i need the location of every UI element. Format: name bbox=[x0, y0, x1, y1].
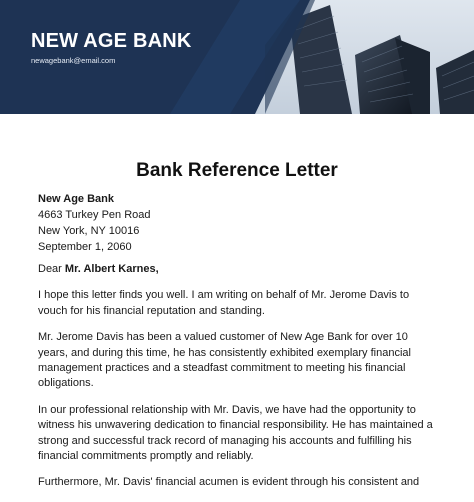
salutation bbox=[38, 262, 438, 277]
letter-date: September 1, 2060 bbox=[38, 241, 132, 253]
paragraph: In our professional relationship with Mr. Davis, we have had the opportunity to witness his unwavering dedication to financial responsibility. He has maintained a strong and successful track record of managing his accounts and fulfilling his financial commitments promptly and reliably. bbox=[38, 403, 433, 463]
paragraph: Mr. Jerome Davis has been a valued customer of New Age Bank for over 10 years, and during this time, he has consistently exhibited exemplary financial management practices and a steadfast commitment to meeting his financial obligations. bbox=[38, 331, 411, 390]
letterhead-banner bbox=[0, 0, 474, 114]
sender-city: New York, NY 10016 bbox=[38, 225, 140, 237]
sender-street: 4663 Turkey Pen Road bbox=[38, 209, 151, 221]
sender-name: New Age Bank bbox=[38, 193, 115, 205]
letter-body bbox=[38, 262, 438, 502]
bank-name: NEW AGE BANK bbox=[31, 30, 192, 52]
letter-title: Bank Reference Letter bbox=[136, 160, 338, 181]
sender-address bbox=[38, 191, 151, 255]
salutation-prefix: Dear bbox=[38, 263, 65, 275]
bank-email: newagebank@email.com bbox=[31, 56, 116, 65]
paragraph: I hope this letter finds you well. I am writing on behalf of Mr. Jerome Davis to vouch for his financial reputation and standing. bbox=[38, 289, 410, 317]
recipient-name: Mr. Albert Karnes, bbox=[64, 263, 159, 275]
paragraph: Furthermore, Mr. Davis' financial acumen is evident through his consistent and bbox=[38, 476, 420, 489]
